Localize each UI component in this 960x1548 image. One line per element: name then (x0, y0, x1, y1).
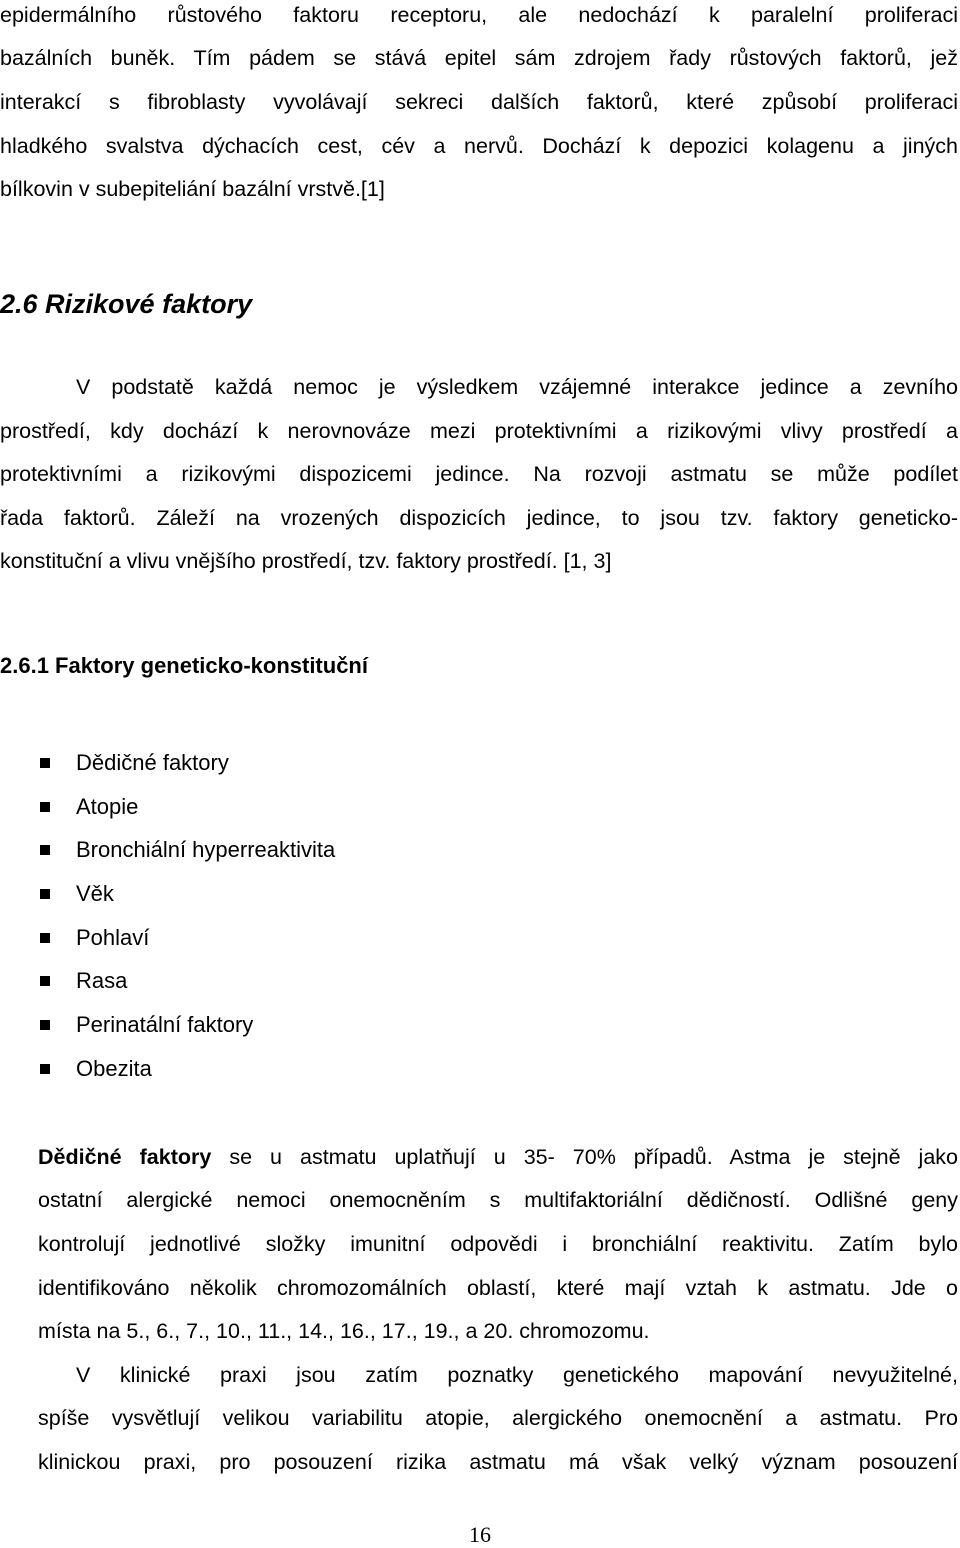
square-bullet-icon (40, 802, 50, 812)
list-item (38, 794, 538, 838)
heredity-first-line-rest: se u astmatu uplatňují u 35- 70% případů. Astma je stejně jako (211, 1145, 958, 1169)
intro-line-3: interakcí s fibroblasty vyvolávají sekreci dalších faktorů, které způsobí proliferaci (0, 90, 958, 114)
intro-line-4: hladkého svalstva dýchacích cest, cév a nervů. Dochází k depozici kolagenu a jiných (0, 134, 958, 158)
list-item-label: Věk (76, 881, 114, 907)
intro-line-1: epidermálního růstového faktoru receptoru, ale nedochází k paralelní proliferaci (0, 3, 958, 27)
square-bullet-icon (40, 1020, 50, 1030)
heredity-line-1 (38, 1144, 958, 1170)
list-item (38, 968, 538, 1012)
heredity-line-5: místa na 5., 6., 7., 10., 11., 14., 16., 17., 19., a 20. chromozomu. (38, 1319, 650, 1343)
list-item (38, 925, 538, 969)
list-item-label: Atopie (76, 793, 139, 819)
list-item (38, 1012, 538, 1056)
list-item (38, 750, 538, 794)
heredity-bold-lead: Dědičné faktory (38, 1145, 212, 1169)
square-bullet-icon (40, 1064, 50, 1074)
heredity-line-3: kontrolují jednotlivé složky imunitní odpovědi i bronchiální reaktivitu. Zatím bylo (38, 1232, 958, 1256)
list-item-label: Pohlaví (76, 924, 150, 950)
intro-line-2: bazálních buněk. Tím pádem se stává epitel sám zdrojem řady růstových faktorů, jež (0, 46, 958, 70)
square-bullet-icon (40, 758, 50, 768)
list-item-label: Rasa (76, 968, 128, 994)
section-line-1: V podstatě každá nemoc je výsledkem vzájemné interakce jedince a zevního (76, 375, 958, 399)
list-item (38, 837, 538, 881)
heredity-line-2: ostatní alergické nemoci onemocněním s multifaktoriální dědičností. Odlišné geny (38, 1188, 958, 1212)
list-item (38, 1056, 538, 1100)
section-line-4: řada faktorů. Záleží na vrozených dispozicích jedince, to jsou tzv. faktory geneticko- (0, 506, 958, 530)
square-bullet-icon (40, 976, 50, 986)
factor-list (38, 750, 538, 1100)
square-bullet-icon (40, 933, 50, 943)
clinical-line-1: V klinické praxi jsou zatím poznatky genetického mapování nevyužitelné, (76, 1363, 958, 1387)
section-line-2: prostředí, kdy dochází k nerovnováze mezi protektivními a rizikovými vlivy prostředí a (0, 419, 958, 443)
clinical-line-3: klinickou praxi, pro posouzení rizika astmatu má však velký význam posouzení (38, 1450, 958, 1474)
heredity-line-4: identifikováno několik chromozomálních oblastí, které mají vztah k astmatu. Jde o (38, 1276, 958, 1300)
section-line-3: protektivními a rizikovými dispozicemi jedince. Na rozvoji astmatu se může podílet (0, 462, 958, 486)
list-item-label: Perinatální faktory (76, 1012, 254, 1038)
intro-line-5: bílkovin v subepiteliání bazální vrstvě.[1] (0, 177, 385, 201)
square-bullet-icon (40, 845, 50, 855)
section-line-5: konstituční a vlivu vnějšího prostředí, tzv. faktory prostředí. [1, 3] (0, 549, 612, 573)
list-item-label: Obezita (76, 1055, 152, 1081)
subsection-heading: 2.6.1 Faktory geneticko-konstituční (0, 653, 368, 678)
square-bullet-icon (40, 889, 50, 899)
list-item-label: Bronchiální hyperreaktivita (76, 837, 336, 863)
section-heading: 2.6 Rizikové faktory (0, 289, 253, 319)
page-number: 16 (469, 1522, 491, 1547)
list-item (38, 881, 538, 925)
list-item-label: Dědičné faktory (76, 750, 229, 775)
clinical-line-2: spíše vysvětlují velikou variabilitu atopie, alergického onemocnění a astmatu. Pro (38, 1406, 958, 1430)
